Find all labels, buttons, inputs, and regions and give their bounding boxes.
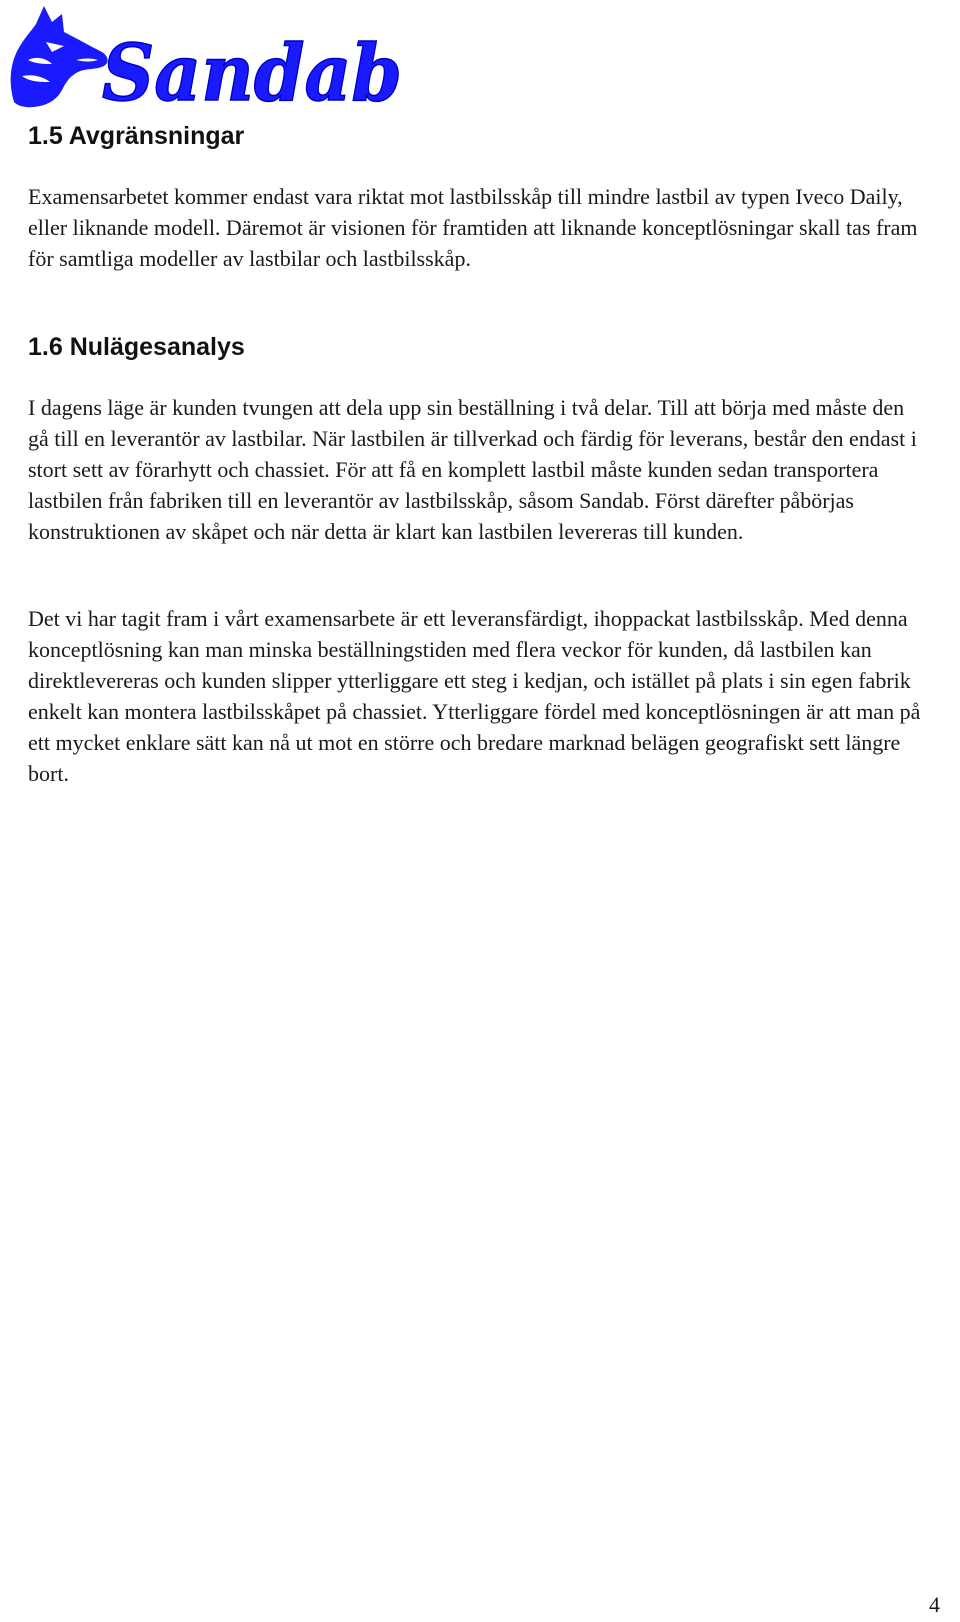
logo-wordmark: Sandab bbox=[102, 28, 402, 114]
paragraph-avgransningar: Examensarbetet kommer endast vara riktat mot lastbilsskåp till mindre lastbil av typen Iveco Daily, eller liknande modell. Däremot är visionen för framtiden att liknande konceptlösningar skall tas fram för samtliga modeller av lastbilar och lastbilsskåp. bbox=[28, 184, 918, 271]
wolf-head-icon bbox=[11, 6, 108, 107]
paragraph-nulagesanalys-1: I dagens läge är kunden tvungen att dela upp sin beställning i två delar. Till att börja med måste den gå till en leverantör av lastbilar. När lastbilen är tillverkad och färdig för leverans, består den endast i stort sett av förarhytt och chassiet. För att få en komplett lastbil måste kunden sedan transportera lastbilen från fabriken till en leverantör av lastbilsskåp, såsom Sandab. Först därefter påbörjas konstruktionen av skåpet och när detta är klart kan lastbilen levereras till kunden. bbox=[28, 395, 917, 544]
section-heading-avgransningar: 1.5 Avgränsningar bbox=[28, 122, 245, 150]
section-heading-nulagesanalys: 1.6 Nulägesanalys bbox=[28, 333, 245, 361]
sandab-logo bbox=[6, 2, 406, 114]
paragraph-nulagesanalys-2: Det vi har tagit fram i vårt examensarbete är ett leveransfärdigt, ihoppackat lastbilsskåp. Med denna konceptlösning kan man minska beställningstiden med flera veckor för kunden, då lastbilen kan direktlevereras och kunden slipper ytterliggare ett steg i kedjan, och istället på plats i sin egen fabrik enkelt kan montera lastbilsskåpet på chassiet. Ytterliggare fördel med konceptlösningen är att man på ett mycket enklare sätt kan nå ut mot en större och bredare marknad belägen geografiskt sett längre bort. bbox=[28, 606, 921, 786]
page-number: 4 bbox=[929, 1592, 940, 1617]
